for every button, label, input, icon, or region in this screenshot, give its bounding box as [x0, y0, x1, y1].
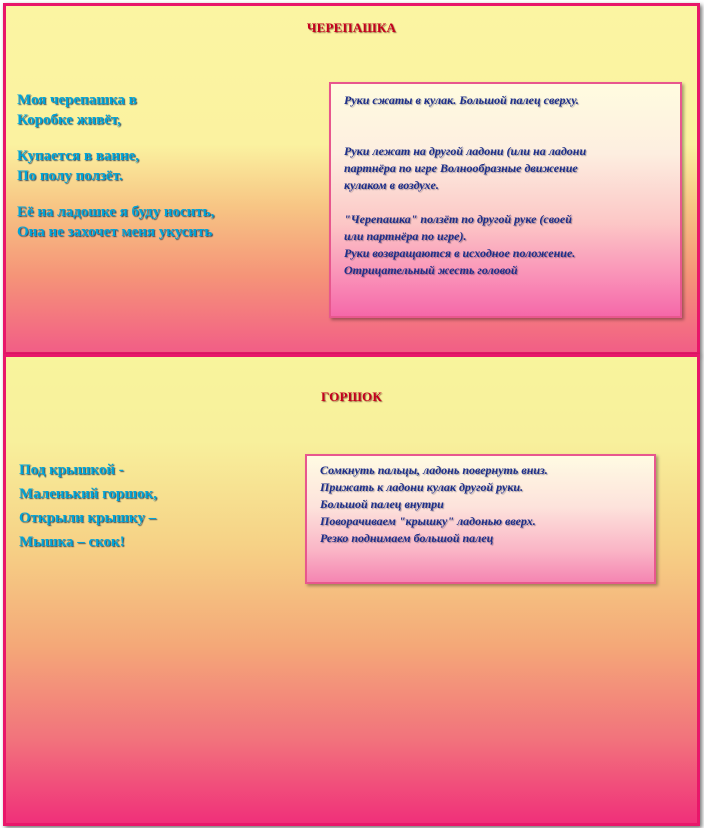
poem-line: Моя черепашка в — [17, 92, 137, 108]
instruction-line: Сомкнуть пальцы, ладонь повернуть вниз. — [320, 463, 548, 477]
poem-text — [19, 458, 157, 554]
instruction-line: партнёра по игре Волнообразные движение — [344, 161, 578, 175]
instruction-gap — [344, 194, 672, 211]
poem-line: Её на ладошке я буду носить, — [17, 204, 215, 220]
instruction-line: Руки сжаты в кулак. Большой палец сверху. — [344, 93, 579, 107]
gorshok-card — [3, 354, 700, 826]
poem-line: Открыли крышку – — [19, 510, 157, 526]
stanza-gap — [17, 186, 214, 202]
instruction-line: Поворачиваем "крышку" ладонью вверх. — [320, 514, 536, 528]
instruction-line: Резко поднимаем большой палец — [320, 531, 494, 545]
instruction-line: Большой палец внутри — [320, 497, 444, 511]
poem-line: По полу ползёт. — [17, 168, 123, 184]
instruction-line: "Черепашка" ползёт по другой руке (своей — [344, 212, 572, 226]
instruction-line: или партнёра по игре). — [344, 229, 467, 243]
instruction-line: Руки возвращаются в исходное положение. — [344, 246, 576, 260]
poem-line: Купается в ванне, — [17, 148, 140, 164]
poem-text — [17, 90, 214, 242]
poem-line: Под крышкой - — [19, 462, 124, 478]
instruction-line: кулаком в воздухе. — [344, 178, 439, 192]
instruction-line: Руки лежат на другой ладони (или на ладони — [344, 144, 587, 158]
instruction-line: Прижать к ладони кулак другой руки. — [320, 480, 524, 494]
instruction-gap — [344, 126, 672, 143]
section-title: ГОРШОК — [320, 389, 382, 404]
poem-line: Маленький горшок, — [19, 486, 157, 502]
poem-line: Мышка – скок! — [19, 534, 125, 550]
instruction-gap — [344, 109, 672, 126]
poem-line: Она не захочет меня укусить — [17, 224, 213, 240]
instructions-box — [305, 454, 656, 584]
cherepashka-card — [3, 3, 700, 355]
instruction-line: Отрицательный жесть головой — [344, 263, 518, 277]
stanza-gap — [17, 130, 214, 146]
poem-line: Коробке живёт, — [17, 112, 121, 128]
section-title: ЧЕРЕПАШКА — [306, 20, 397, 35]
instructions-box — [329, 82, 682, 318]
